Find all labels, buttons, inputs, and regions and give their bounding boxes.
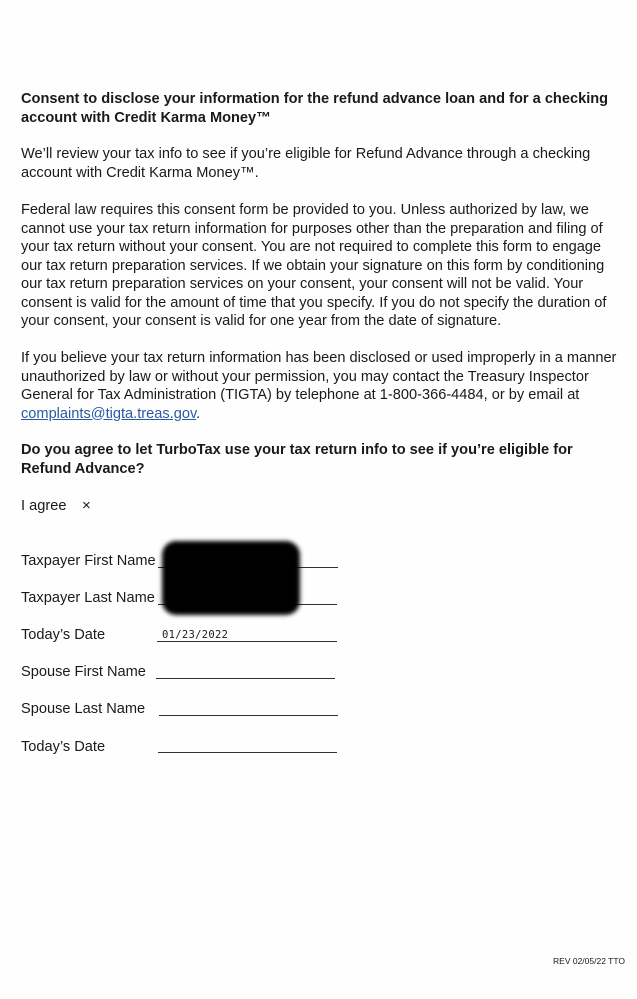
todays-date-value: 01/23/2022 (162, 629, 229, 641)
complaint-end: . (196, 405, 201, 422)
complaint-paragraph (21, 349, 621, 423)
federal-law-paragraph: Federal law requires this consent form be provided to you. Unless authorized by law, we cannot use your tax return information for purposes other than the preparation and filing of your tax return without your consent. You are not required to complete this form to engage our tax return preparation services. If we obtain your signature on this form by conditioning our tax return preparation services on your consent, your consent will not be valid. Your consent is valid for the amount of time that you specify. If you do not specify the duration of your consent, your consent is valid for one year from the date of signature. (21, 202, 607, 329)
revision-note: REV 02/05/22 TTO (553, 956, 625, 966)
todays-date-label: Today’s Date (21, 627, 106, 643)
consent-question: Do you agree to let TurboTax use your tax return info to see if you’re eligible for Refund Advance? (21, 442, 573, 477)
complaint-text: If you believe your tax return information has been disclosed or used improperly in a manner unauthorized by law or without your permission, you may contact the Treasury Inspector General for Tax Administration (TIGTA) by telephone at 1-800-366-4484, or by email at (21, 350, 617, 403)
complaint-email-link[interactable]: complaints@tigta.treas.gov (21, 405, 197, 422)
taxpayer-last-name-label: Taxpayer Last Name (21, 590, 155, 606)
agree-checkbox-mark[interactable]: × (82, 497, 91, 514)
spouse-last-name-field[interactable] (159, 715, 338, 716)
intro-paragraph: We’ll review your tax info to see if you’re eligible for Refund Advance through a checking account with Credit Karma Money™. (21, 146, 591, 181)
taxpayer-first-name-label: Taxpayer First Name (21, 553, 156, 569)
todays-date-field[interactable] (157, 641, 337, 642)
spouse-last-name-label: Spouse Last Name (21, 701, 146, 717)
agree-label: I agree (21, 498, 67, 514)
spouse-first-name-field[interactable] (156, 678, 335, 679)
spouse-first-name-label: Spouse First Name (21, 664, 146, 680)
spouse-todays-date-label: Today’s Date (21, 739, 106, 755)
redaction-mark (162, 541, 300, 615)
spouse-todays-date-field[interactable] (158, 752, 337, 753)
form-title: Consent to disclose your information for the refund advance loan and for a checking account with Credit Karma Money™ (21, 91, 609, 126)
